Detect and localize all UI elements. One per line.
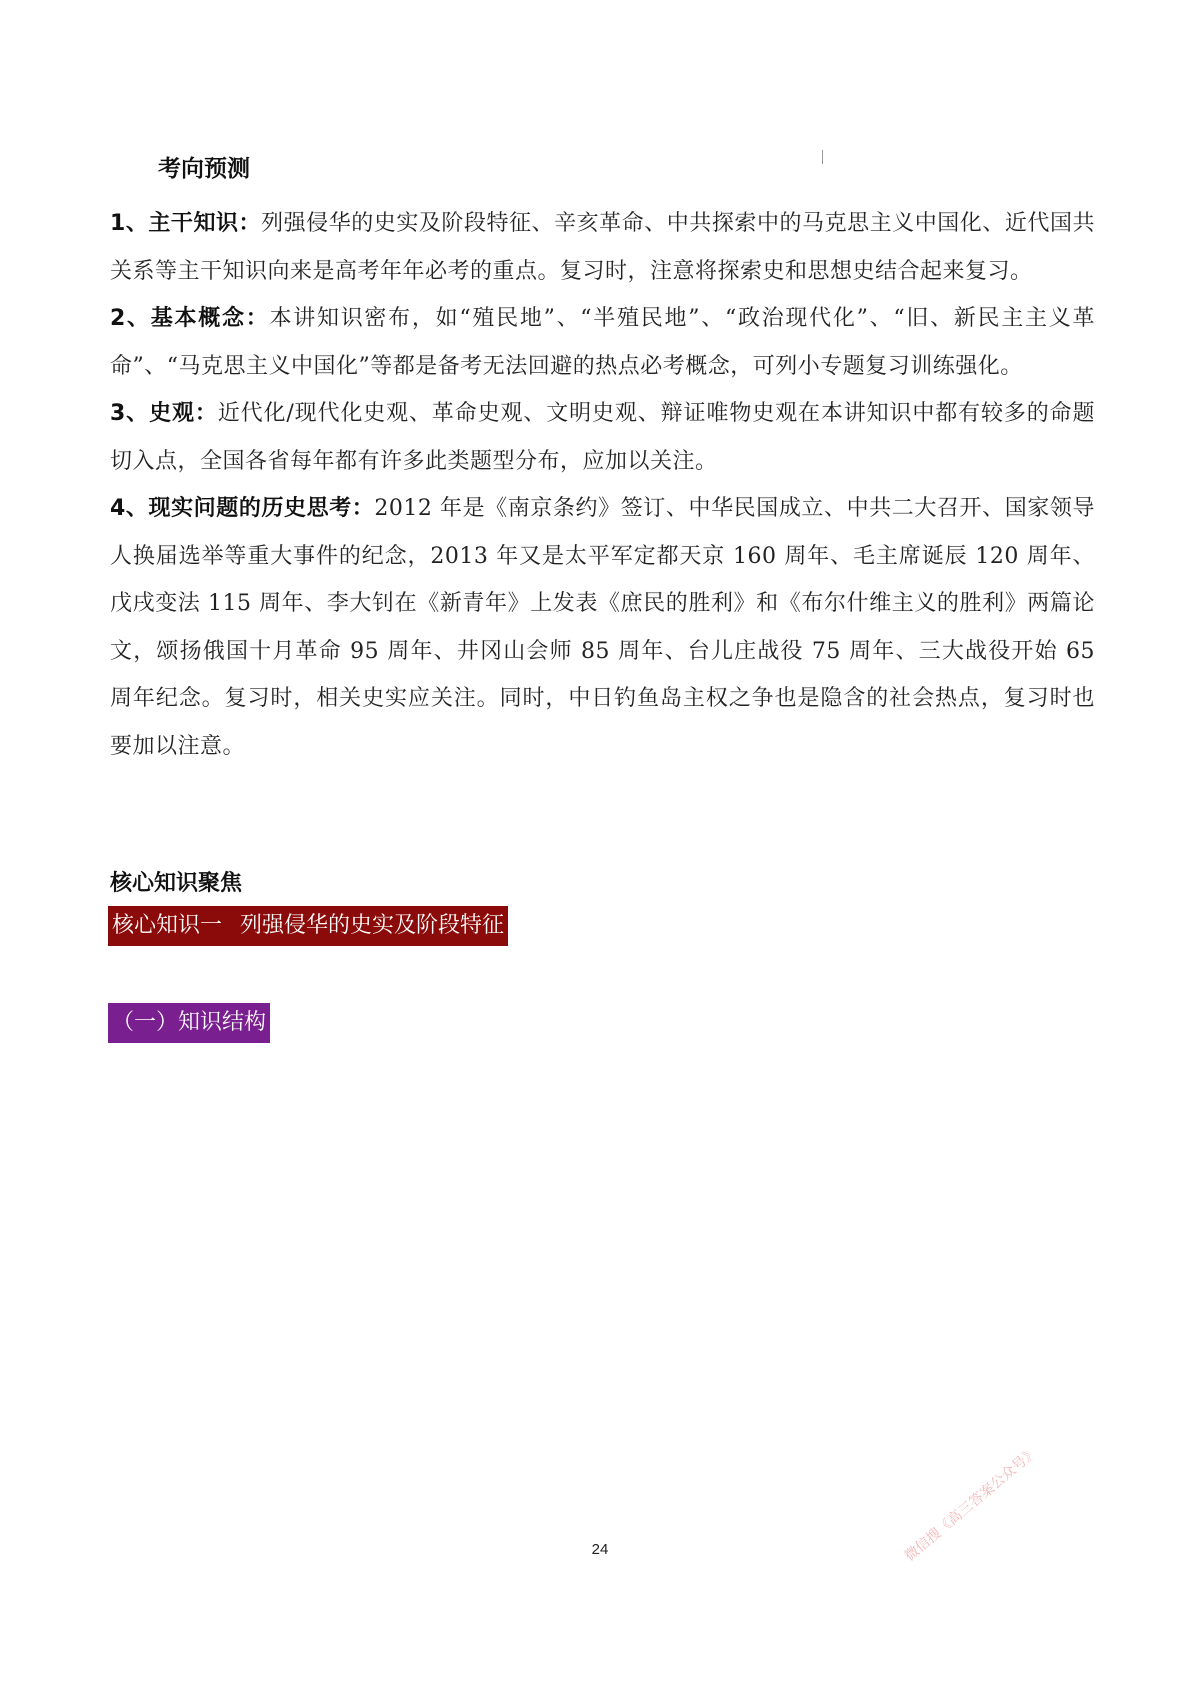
item-text: 2012 年是《南京条约》签订、中华民国成立、中共二大召开、国家领导人换届选举等重大事件的纪念，2013 年又是太平军定都天京 160 周年、毛主席诞辰 120 周年、戊戌变法 115 周年、李大钊在《新青年》上发表《庶民的胜利》和《布尔什维主义的胜利》两篇论文，颂扬俄国十月革命 95 周年、井冈山会师 85 周年、台儿庄战役 75 周年、三大战役开始 65 周年纪念。复习时，相关史实应关注。同时，中日钓鱼岛主权之争也是隐含的社会热点，复习时也要加以注意。	[110, 496, 1096, 759]
core-banner-number: 核心知识一	[112, 913, 223, 938]
focus-title: 核心知识聚焦	[110, 871, 243, 896]
item-text: 近代化/现代化史观、革命史观、文明史观、辩证唯物史观在本讲知识中都有较多的命题切入点，全国各省每年都有许多此类题型分布，应加以关注。	[110, 401, 1095, 474]
watermark-stamp: 微信搜《高三答案公众号》	[901, 1444, 1041, 1565]
item-label: 4、现实问题的历史思考：	[110, 496, 375, 521]
knowledge-structure-banner: （一）知识结构	[108, 1003, 270, 1043]
item-label: 1、主干知识：	[110, 211, 262, 236]
item-text: 列强侵华的史实及阶段特征、辛亥革命、中共探索中的马克思主义中国化、近代国共关系等主干知识向来是高考年年必考的重点。复习时，注意将探索史和思想史结合起来复习。	[110, 211, 1095, 284]
forecast-body	[110, 200, 1095, 770]
forecast-item	[110, 295, 1095, 390]
item-label: 3、史观：	[110, 401, 218, 426]
forecast-item	[110, 485, 1095, 770]
section-heading: 考向预测	[158, 156, 250, 182]
forecast-item	[110, 200, 1095, 295]
text-cursor-mark	[822, 150, 823, 164]
core-banner-title: 列强侵华的史实及阶段特征	[240, 913, 505, 938]
page-number: 24	[591, 1541, 609, 1558]
item-text: 本讲知识密布，如“殖民地”、“半殖民地”、“政治现代化”、“旧、新民主主义革命”、“马克思主义中国化”等都是备考无法回避的热点必考概念，可列小专题复习训练强化。	[110, 306, 1096, 379]
core-knowledge-banner	[108, 906, 508, 946]
forecast-item	[110, 390, 1095, 485]
item-label: 2、基本概念：	[110, 306, 270, 331]
